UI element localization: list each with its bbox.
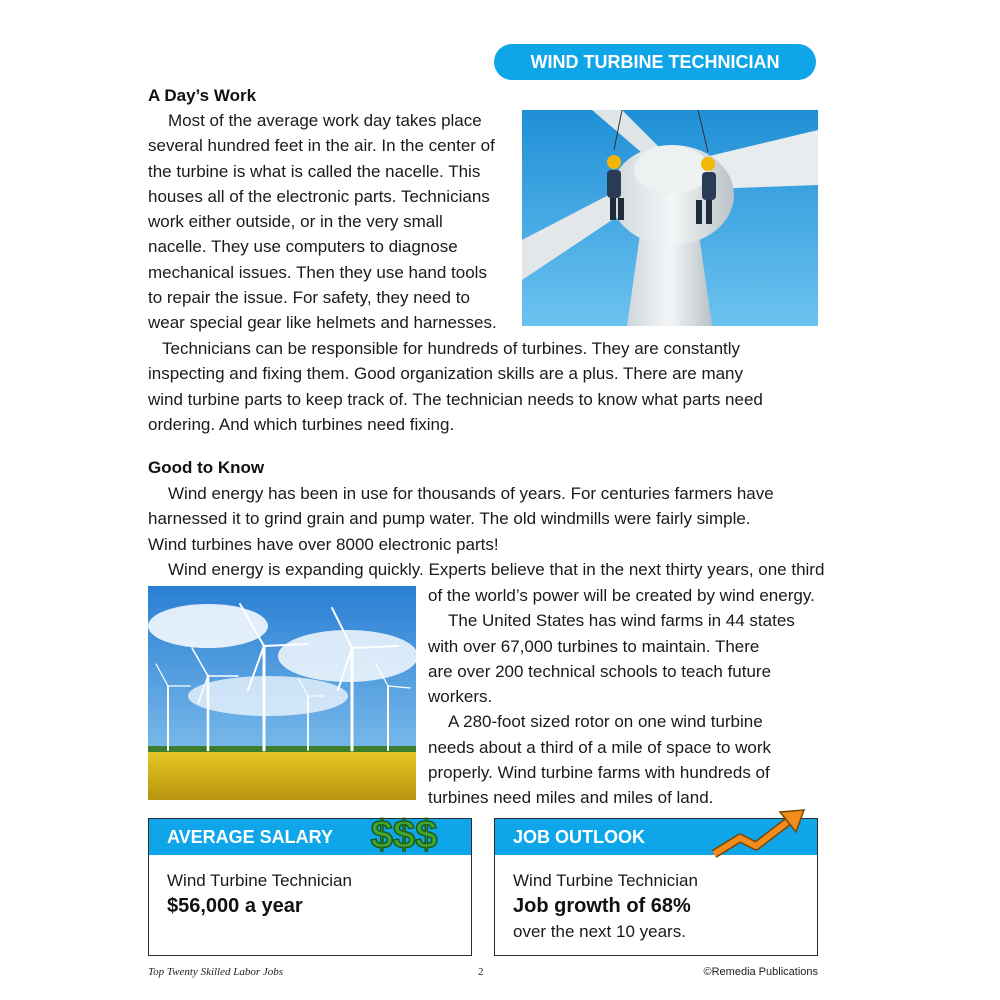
text-line: inspecting and fixing them. Good organization skills are a plus. There are many — [148, 364, 744, 384]
text-line: needs about a third of a mile of space to work — [428, 737, 772, 757]
good-to-know-paragraph — [148, 481, 838, 582]
text-line: nacelle. They use computers to diagnose — [148, 237, 458, 257]
money-icon-glyphs: $$$ — [370, 813, 438, 857]
days-work-paragraph-2 — [148, 336, 828, 437]
text-line: Wind energy has been in use for thousands of years. For centuries farmers have — [168, 484, 774, 503]
money-dollar-icon — [364, 806, 444, 858]
text-line: ordering. And which turbines need fixing. — [148, 414, 455, 434]
text-line: Wind energy is expanding quickly. Experts believe that in the next thirty years, one third — [168, 559, 825, 579]
growth-arrow-icon — [710, 808, 806, 860]
wind-farm-photo — [148, 586, 416, 800]
text-line: the turbine is what is called the nacelle. This — [148, 161, 481, 181]
text-line: houses all of the electronic parts. Technicians — [148, 186, 490, 206]
footer-page-number: 2 — [478, 966, 484, 978]
salary-job-name: Wind Turbine Technician — [167, 871, 352, 890]
footer-book-title: Top Twenty Skilled Labor Jobs — [148, 966, 284, 978]
footer-publisher: ©Remedia Publications — [703, 966, 818, 978]
section-title: WIND TURBINE TECHNICIAN — [530, 51, 780, 72]
text-line: Wind turbines have over 8000 electronic parts! — [148, 534, 499, 554]
outlook-period: over the next 10 years. — [513, 922, 686, 941]
text-line: with over 67,000 turbines to maintain. There — [428, 636, 760, 656]
text-line: to repair the issue. For safety, they need to — [148, 288, 470, 308]
section-title-banner — [494, 44, 816, 80]
heading-a-days-work: A Day’s Work — [148, 86, 257, 105]
text-line: The United States has wind farms in 44 states — [448, 611, 795, 631]
text-line: wind turbine parts to keep track of. The technician needs to know what parts need — [148, 389, 763, 409]
text-line: mechanical issues. Then they use hand tools — [148, 262, 487, 282]
text-line: turbines need miles and miles of land. — [428, 788, 714, 808]
text-line: several hundred feet in the air. In the center of — [148, 136, 495, 156]
text-line: workers. — [428, 687, 493, 707]
text-line: harnessed it to grind grain and pump water. The old windmills were fairly simple. — [148, 509, 751, 529]
text-line: Technicians can be responsible for hundreds of turbines. They are constantly — [162, 339, 741, 358]
heading-good-to-know: Good to Know — [148, 458, 265, 477]
average-salary-title: AVERAGE SALARY — [149, 819, 471, 855]
days-work-paragraph — [148, 108, 518, 336]
outlook-growth: Job growth of 68% — [513, 895, 691, 917]
text-line: work either outside, or in the very small — [148, 212, 443, 232]
text-line: properly. Wind turbine farms with hundreds of — [428, 763, 770, 783]
text-line: of the world’s power will be created by wind energy. — [428, 586, 815, 605]
text-line: A 280-foot sized rotor on one wind turbine — [448, 712, 763, 732]
text-line: are over 200 technical schools to teach future — [428, 661, 772, 681]
job-outlook-title: JOB OUTLOOK — [495, 819, 817, 855]
technicians-turbine-photo — [522, 110, 818, 326]
good-to-know-paragraph-2 — [428, 583, 828, 811]
text-line: wear special gear like helmets and harnesses. — [148, 313, 497, 333]
outlook-job-name: Wind Turbine Technician — [513, 871, 698, 890]
salary-amount: $56,000 a year — [167, 895, 303, 917]
text-line: Most of the average work day takes place — [168, 111, 482, 130]
